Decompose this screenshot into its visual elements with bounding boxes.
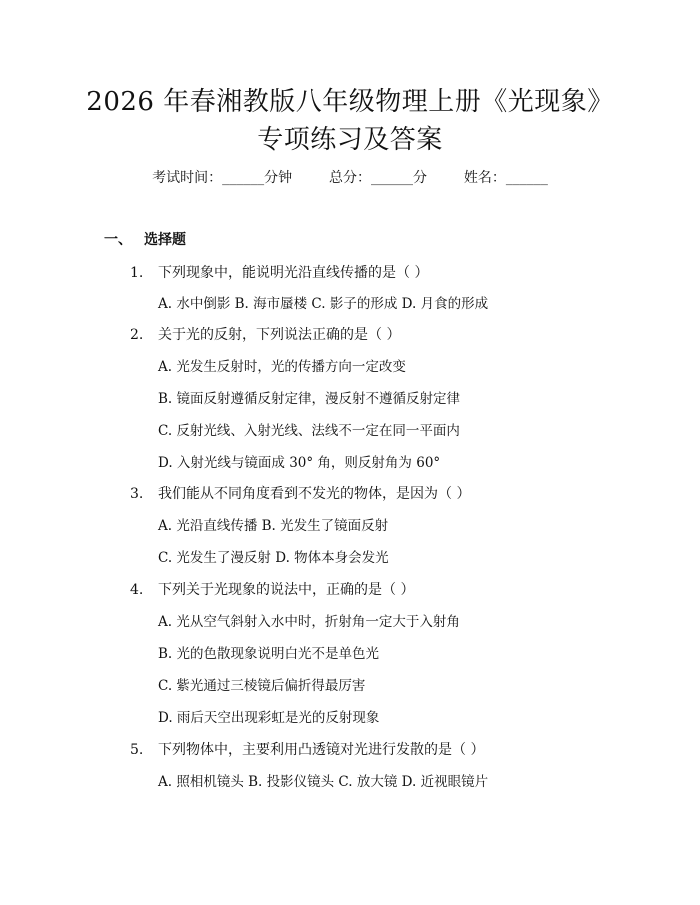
question-1-options: A. 水中倒影 B. 海市蜃楼 C. 影子的形成 D. 月食的形成 <box>158 296 489 312</box>
question-text: 下列关于光现象的说法中，正确的是（ ） <box>158 582 415 598</box>
section-label: 选择题 <box>144 232 186 248</box>
question-3 <box>130 484 470 504</box>
question-text: 下列物体中，主要利用凸透镜对光进行发散的是（ ） <box>158 742 485 758</box>
question-2-option-c: C. 反射光线、入射光线、法线不一定在同一平面内 <box>158 423 460 439</box>
question-1 <box>130 263 428 283</box>
doc-title-line-2: 专项练习及答案 <box>257 125 443 155</box>
section-heading <box>104 230 186 250</box>
question-number: 2. <box>130 327 144 343</box>
question-2 <box>130 325 400 345</box>
question-2-option-b: B. 镜面反射遵循反射定律，漫反射不遵循反射定律 <box>158 391 461 407</box>
question-number: 5. <box>130 742 144 758</box>
question-5-options: A. 照相机镜头 B. 投影仪镜头 C. 放大镜 D. 近视眼镜片 <box>158 774 489 790</box>
question-text: 我们能从不同角度看到不发光的物体，是因为（ ） <box>158 486 471 502</box>
question-number: 4. <box>130 582 144 598</box>
section-number: 一、 <box>104 232 132 248</box>
total-score-field: 总分：______分 <box>329 170 427 186</box>
question-5 <box>130 740 484 760</box>
exam-time-field: 考试时间：______分钟 <box>152 170 293 186</box>
question-text: 下列现象中，能说明光沿直线传播的是（ ） <box>158 265 429 281</box>
question-3-options-cd: C. 光发生了漫反射 D. 物体本身会发光 <box>158 550 389 566</box>
question-text: 关于光的反射，下列说法正确的是（ ） <box>158 327 401 343</box>
question-4-option-b: B. 光的色散现象说明白光不是单色光 <box>158 646 380 662</box>
question-number: 1. <box>130 265 144 281</box>
question-2-option-d: D. 入射光线与镜面成 30° 角，则反射角为 60° <box>158 455 441 471</box>
student-name-field: 姓名：______ <box>463 170 548 186</box>
doc-title-line-1: 2026 年春湘教版八年级物理上册《光现象》 <box>86 87 614 117</box>
exam-meta-row <box>0 168 700 188</box>
question-4 <box>130 580 414 600</box>
question-2-option-a: A. 光发生反射时，光的传播方向一定改变 <box>158 359 406 375</box>
question-number: 3. <box>130 486 144 502</box>
question-3-options-ab: A. 光沿直线传播 B. 光发生了镜面反射 <box>158 518 389 534</box>
question-4-option-d: D. 雨后天空出现彩虹是光的反射现象 <box>158 710 380 726</box>
question-4-option-a: A. 光从空气斜射入水中时，折射角一定大于入射角 <box>158 614 460 630</box>
question-4-option-c: C. 紫光通过三棱镜后偏折得最厉害 <box>158 678 366 694</box>
